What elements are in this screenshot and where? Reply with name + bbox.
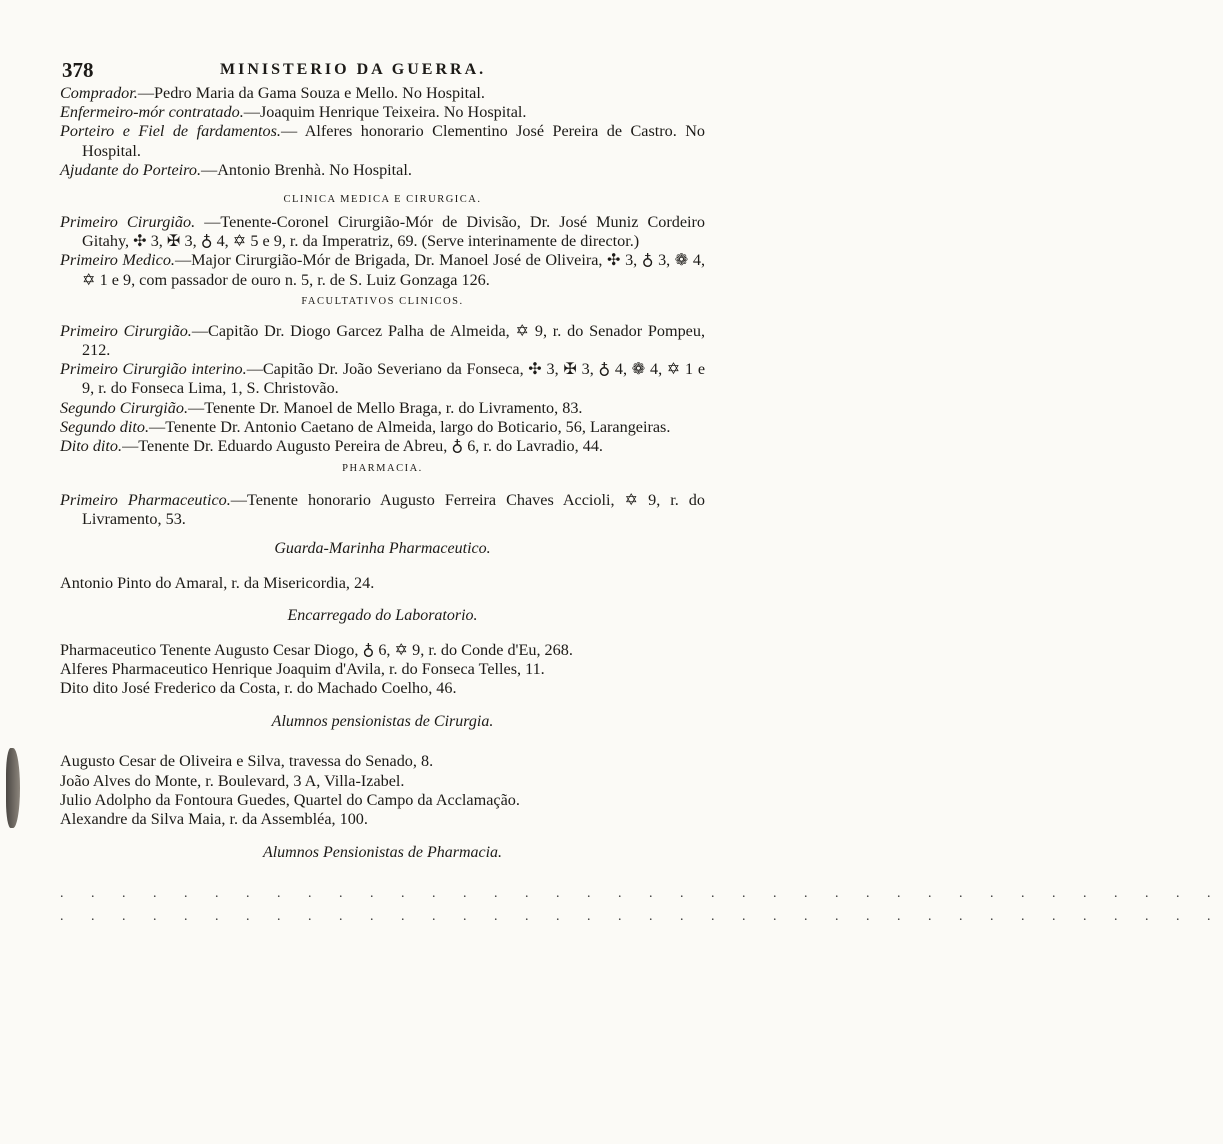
section-heading-laboratorio: Encarregado do Laboratorio. xyxy=(287,606,478,624)
section-heading-alumnos-pharmacia: Alumnos Pensionistas de Pharmacia. xyxy=(262,844,503,862)
clinica-entry: Primeiro Medico.—Major Cirurgião-Mór de Brigada, Dr. Manoel José de Oliveira, ✣ 3, ♁ 3, ❁ 4, ✡ 1 e 9, com passador de ouro n. 5, r. de S. Luiz Gonzaga 126. xyxy=(60,251,705,289)
section-heading-alumnos-cirurgia: Alumnos pensionistas de Cirurgia. xyxy=(271,713,494,731)
alumno-entry: Julio Adolpho da Fontoura Guedes, Quartel do Campo da Acclamação. xyxy=(60,790,520,809)
guarda-entry: Antonio Pinto do Amaral, r. da Misericordia, 24. xyxy=(60,573,375,592)
book-page xyxy=(60,58,1223,926)
page-header xyxy=(60,58,705,84)
hospital-staff-list xyxy=(60,84,705,180)
alumno-entry: João Alves do Monte, r. Boulevard, 3 A, Villa-Izabel. xyxy=(60,771,405,790)
clinica-list xyxy=(60,213,705,290)
facultativos-list xyxy=(60,322,705,456)
section-heading-clinica: CLINICA MEDICA E CIRURGICA. xyxy=(283,194,482,206)
section-heading-pharmacia: PHARMACIA. xyxy=(342,463,423,475)
laboratorio-entry: Pharmaceutico Tenente Augusto Cesar Diogo, ♁ 6, ✡ 9, r. do Conde d'Eu, 268. xyxy=(60,640,573,659)
page-number: 378 xyxy=(62,58,94,82)
dot-leader-line: . . . . . . . . . . . . . . . . . . . . . . . . . . . . . . . . . . . . . . xyxy=(60,909,1223,925)
facultativo-entry: Primeiro Cirurgião.—Capitão Dr. Diogo Garcez Palha de Almeida, ✡ 9, r. do Senador Pompeu, 212. xyxy=(60,321,705,360)
staff-entry: Porteiro e Fiel de fardamentos.— Alferes honorario Clementino José Pereira de Castro. No Hospital. xyxy=(60,122,705,160)
page-edge-shadow xyxy=(6,748,20,828)
section-heading-guarda: Guarda-Marinha Pharmaceutico. xyxy=(274,539,491,557)
facultativo-entry: Segundo Cirurgião.—Tenente Dr. Manoel de Mello Braga, r. do Livramento, 83. xyxy=(60,398,583,417)
alumnos-cirurgia-list xyxy=(60,752,705,829)
staff-entry: Comprador.—Pedro Maria da Gama Souza e Mello. No Hospital. xyxy=(60,84,485,102)
staff-entry: Ajudante do Porteiro.—Antonio Brenhà. No Hospital. xyxy=(60,160,412,179)
running-title: MINISTERIO DA GUERRA. xyxy=(220,61,487,78)
pharmacia-list xyxy=(60,491,705,529)
laboratorio-list xyxy=(60,641,705,699)
facultativo-entry: Dito dito.—Tenente Dr. Eduardo Augusto Pereira de Abreu, ♁ 6, r. do Lavradio, 44. xyxy=(60,437,603,456)
facultativo-entry: Primeiro Cirurgião interino.—Capitão Dr. João Severiano da Fonseca, ✣ 3, ✠ 3, ♁ 4, ❁ 4, ✡ 1 e 9, r. do Fonseca Lima, 1, S. Christovão. xyxy=(60,360,705,398)
staff-entry: Enfermeiro-mór contratado.—Joaquim Henrique Teixeira. No Hospital. xyxy=(60,103,527,122)
pharmacia-entry: Primeiro Pharmaceutico.—Tenente honorario Augusto Ferreira Chaves Accioli, ✡ 9, r. do Livramento, 53. xyxy=(60,491,705,529)
alumno-entry: Alexandre da Silva Maia, r. da Assembléa, 100. xyxy=(60,810,368,829)
clinica-entry: Primeiro Cirurgião. —Tenente-Coronel Cirurgião-Mór de Divisão, Dr. José Muniz Cordeiro Gitahy, ✣ 3, ✠ 3, ♁ 4, ✡ 5 e 9, r. da Imperatriz, 69. (Serve interinamente de director.) xyxy=(60,213,706,251)
dot-leader-line: . . . . . . . . . . . . . . . . . . . . . . . . . . . . . . . . . . . . . . xyxy=(60,886,1223,902)
facultativo-entry: Segundo dito.—Tenente Dr. Antonio Caetano de Almeida, largo do Boticario, 56, Larangeiras. xyxy=(60,417,671,436)
laboratorio-entry: Dito dito José Frederico da Costa, r. do Machado Coelho, 46. xyxy=(60,679,457,698)
laboratorio-entry: Alferes Pharmaceutico Henrique Joaquim d'Avila, r. do Fonseca Telles, 11. xyxy=(60,660,545,679)
alumno-entry: Augusto Cesar de Oliveira e Silva, travessa do Senado, 8. xyxy=(60,752,434,771)
section-heading-facultativos: FACULTATIVOS CLINICOS. xyxy=(301,295,464,307)
